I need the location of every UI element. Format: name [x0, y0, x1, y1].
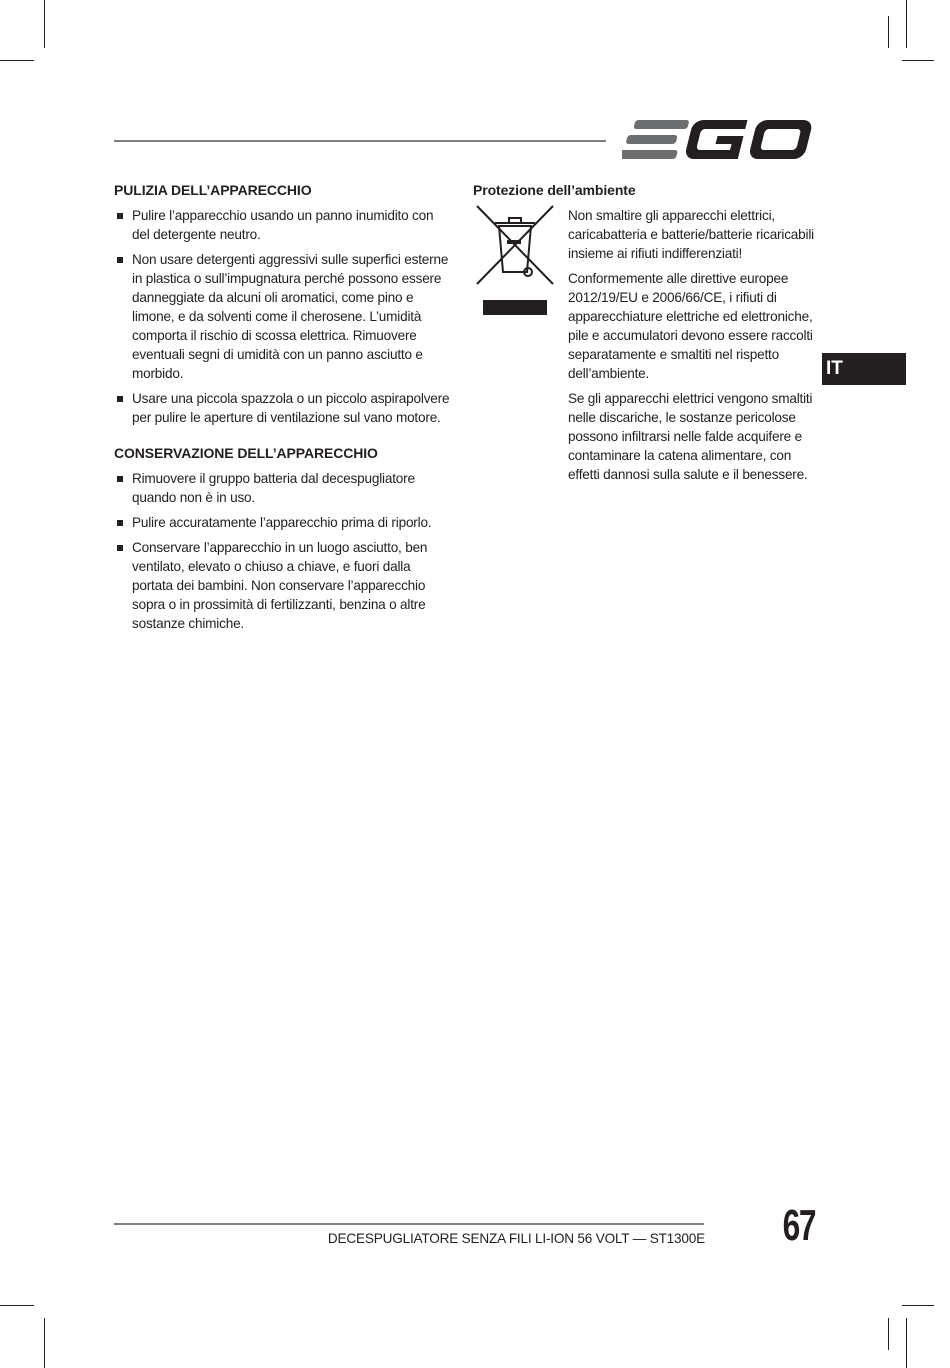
- cleaning-list: [114, 206, 454, 427]
- list-item: Conservare l’apparecchio in un luogo asciutto, ben ventilato, elevato o chiuso a chiave, e fuori dalla portata dei bambini. Non conservare l’apparecchio sopra o in prossimità di fertilizzanti, benzina o altre sostanze chimiche.: [114, 538, 454, 633]
- crop-mark: [906, 0, 907, 48]
- crop-mark: [44, 1318, 45, 1368]
- crop-mark: [902, 60, 934, 61]
- crop-mark: [0, 60, 34, 61]
- list-item: Pulire accuratamente l’apparecchio prima di riporlo.: [114, 513, 454, 532]
- ego-logo: [622, 118, 812, 162]
- environment-paragraph: Se gli apparecchi elettrici vengono smaltiti nelle discariche, le sostanze pericolose possono infiltrarsi nelle falde acquifere e contaminare la catena alimentare, con effetti dannosi sulla salute e il benessere.: [568, 391, 813, 482]
- crop-mark: [902, 1305, 934, 1306]
- list-item: Pulire l’apparecchio usando un panno inumidito con del detergente neutro.: [114, 206, 454, 244]
- storage-heading: CONSERVAZIONE DELL’APPARECCHIO: [114, 445, 378, 461]
- crossed-out-wheelie-bin-icon: [473, 204, 557, 316]
- page-number: 67: [782, 1201, 815, 1250]
- environment-text: [568, 206, 818, 490]
- crop-mark: [888, 1318, 889, 1350]
- cleaning-heading: PULIZIA DELL’APPARECCHIO: [114, 182, 312, 198]
- crop-mark: [888, 16, 889, 48]
- list-item: Usare una piccola spazzola o un piccolo aspirapolvere per pulire le aperture di ventilazione sul vano motore.: [114, 389, 454, 427]
- right-column: [473, 180, 818, 206]
- environment-paragraph: Conformemente alle direttive europee 2012/19/EU e 2006/66/CE, i rifiuti di apparecchiature elettriche ed elettroniche, pile e accumulatori devono essere raccolti separatamente e smaltiti nel rispetto dell’ambiente.: [568, 271, 813, 381]
- crop-mark: [906, 1318, 907, 1368]
- footer-rule: [114, 1223, 704, 1225]
- crop-mark: [44, 0, 45, 48]
- crop-mark: [0, 1305, 34, 1306]
- list-item: Rimuovere il gruppo batteria dal decespugliatore quando non è in uso.: [114, 469, 454, 507]
- environment-heading: Protezione dell’ambiente: [473, 182, 636, 198]
- left-column: [114, 180, 454, 645]
- header-rule: [114, 140, 606, 142]
- language-tab: IT: [822, 353, 906, 385]
- weee-bar: [483, 300, 547, 315]
- list-item: Non usare detergenti aggressivi sulle superfici esterne in plastica o sull’impugnatura perché possono essere danneggiate da alcuni oli aromatici, come pino e limone, e da solventi come il cherosene. L’umidità comporta il rischio di scossa elettrica. Rimuovere eventuali segni di umidità con un panno asciutto e morbido.: [114, 250, 454, 383]
- footer-title: DECESPUGLIATORE SENZA FILI LI-ION 56 VOLT — ST1300E: [327, 1231, 705, 1246]
- environment-paragraph: Non smaltire gli apparecchi elettrici, caricabatteria e batterie/batterie ricaricabili insieme ai rifiuti indifferenziati!: [568, 208, 814, 261]
- storage-list: [114, 469, 454, 633]
